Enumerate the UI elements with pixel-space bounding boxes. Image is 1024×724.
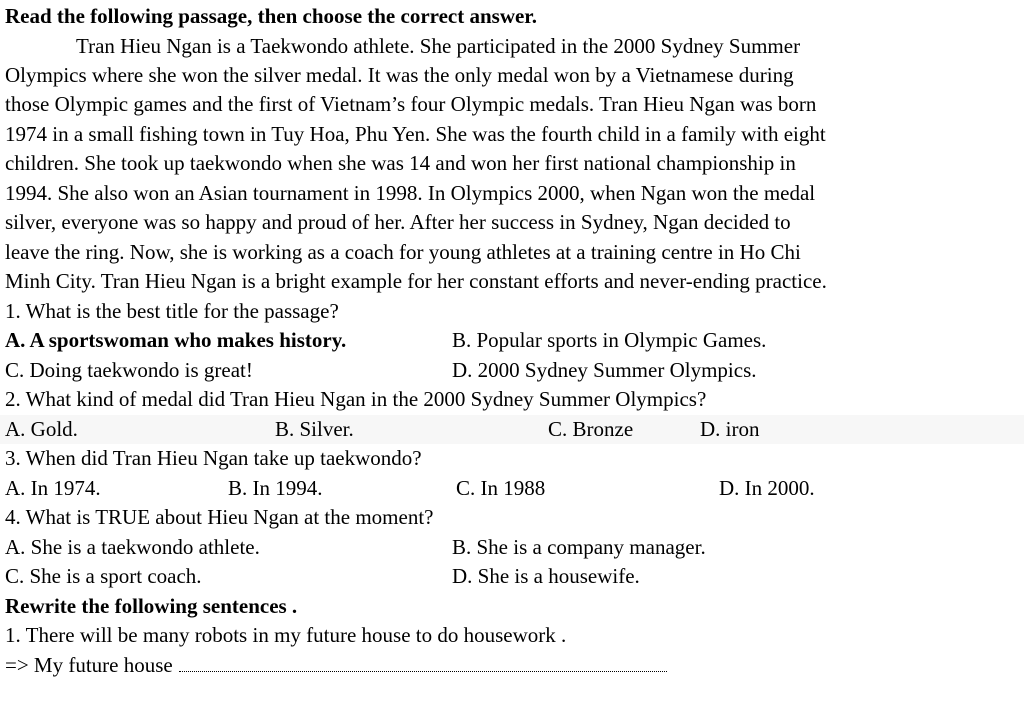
passage-line: Tran Hieu Ngan is a Taekwondo athlete. She participated in the 2000 Sydney Summer — [76, 34, 801, 58]
option-d: D. 2000 Sydney Summer Olympics. — [452, 358, 757, 382]
rewrite-sentence: 1. There will be many robots in my future house to do housework . — [5, 623, 567, 647]
question-1: 1. What is the best title for the passage? — [5, 299, 339, 323]
option-d: D. She is a housewife. — [452, 564, 640, 588]
answer-blank[interactable] — [179, 653, 667, 672]
passage-line: 1974 in a small fishing town in Tuy Hoa, Phu Yen. She was the fourth child in a family with eight — [5, 122, 826, 146]
option-a: A. In 1974. — [5, 476, 101, 500]
option-d: D. In 2000. — [719, 476, 815, 500]
passage-line: Olympics where she won the silver medal. It was the only medal won by a Vietnamese during — [5, 63, 794, 87]
option-c: C. In 1988 — [456, 476, 546, 500]
option-b: B. She is a company manager. — [452, 535, 706, 559]
question-1-options-row-1 — [0, 326, 1024, 355]
rewrite-prompt: => My future house — [5, 653, 173, 677]
question-3-options-row — [0, 474, 1024, 503]
option-a: A. Gold. — [5, 417, 78, 441]
passage-line: silver, everyone was so happy and proud of her. After her success in Sydney, Ngan decided to — [5, 210, 791, 234]
question-4-options-row-1 — [0, 533, 1024, 562]
passage-line: those Olympic games and the first of Vietnam’s four Olympic medals. Tran Hieu Ngan was born — [5, 92, 817, 116]
question-4: 4. What is TRUE about Hieu Ngan at the moment? — [5, 505, 434, 529]
option-c: C. She is a sport coach. — [5, 564, 202, 588]
option-b: B. Silver. — [275, 417, 354, 441]
option-b: B. Popular sports in Olympic Games. — [452, 328, 767, 352]
passage-line: Minh City. Tran Hieu Ngan is a bright example for her constant efforts and never-ending practice. — [5, 269, 827, 293]
passage-line: children. She took up taekwondo when she was 14 and won her first national championship in — [5, 151, 796, 175]
option-d: D. iron — [700, 417, 760, 441]
question-4-options-row-2 — [0, 562, 1024, 591]
question-3: 3. When did Tran Hieu Ngan take up taekwondo? — [5, 446, 422, 470]
reading-heading: Read the following passage, then choose the correct answer. — [5, 4, 537, 28]
question-2-options-row — [0, 415, 1024, 444]
option-c: C. Bronze — [548, 417, 634, 441]
question-1-options-row-2 — [0, 356, 1024, 385]
rewrite-answer-line — [5, 651, 667, 680]
rewrite-heading: Rewrite the following sentences . — [5, 594, 298, 618]
option-b: B. In 1994. — [228, 476, 323, 500]
passage-line: leave the ring. Now, she is working as a coach for young athletes at a training centre in Ho Chi — [5, 240, 801, 264]
option-a: A. She is a taekwondo athlete. — [5, 535, 260, 559]
option-c: C. Doing taekwondo is great! — [5, 358, 253, 382]
option-a: A. A sportswoman who makes history. — [5, 328, 347, 352]
passage-line: 1994. She also won an Asian tournament in 1998. In Olympics 2000, when Ngan won the medal — [5, 181, 816, 205]
question-2: 2. What kind of medal did Tran Hieu Ngan in the 2000 Sydney Summer Olympics? — [5, 387, 707, 411]
